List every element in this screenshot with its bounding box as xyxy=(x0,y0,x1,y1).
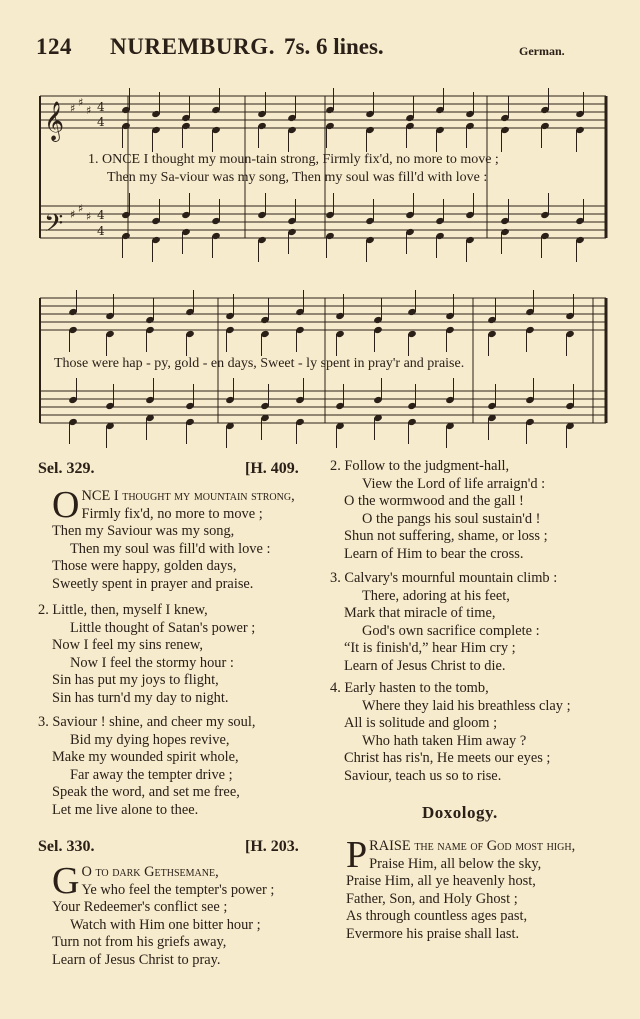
sel-329-stanza-3 xyxy=(38,714,323,819)
verse-line: 3. Calvary's mournful mountain climb : xyxy=(330,570,558,586)
verse-line: Sin has turn'd my day to night. xyxy=(52,689,229,706)
verse-line: Then my Saviour was my song, xyxy=(52,523,235,539)
sel-329-stanza-1 xyxy=(52,484,322,593)
verse-line: All is solitude and gloom ; xyxy=(344,715,498,731)
page-number: 124 xyxy=(36,34,72,59)
clef-glyph: ♯ xyxy=(86,210,92,223)
verse-line: Saviour, teach us so to rise. xyxy=(344,767,502,784)
sel-330-ref: [H. 203. xyxy=(245,838,299,855)
dropcap: G xyxy=(52,860,80,902)
verse-line: Bid my dying hopes revive, xyxy=(70,731,230,748)
lyrics-line-1: 1. ONCE I thought my moun-tain strong, Firmly fix'd, no more to move ; xyxy=(88,152,499,167)
verse-line: Speak the word, and set me free, xyxy=(52,784,240,800)
verse-line: God's own sacrifice complete : xyxy=(362,622,540,639)
verse-line: Let me live alone to thee. xyxy=(52,801,199,818)
doxology-title: Doxology. xyxy=(422,803,498,822)
verse-line: View the Lord of life arraign'd : xyxy=(362,475,546,492)
verse-line: Who hath taken Him away ? xyxy=(362,732,527,749)
verse-line: Watch with Him one bitter hour ; xyxy=(70,916,261,933)
sel-329-stanza-4-right xyxy=(330,680,630,785)
verse-line: NCE I thought my mountain strong, xyxy=(81,488,295,504)
verse-line: 2. Little, then, myself I knew, xyxy=(38,602,208,618)
sel-329-stanza-3-right xyxy=(330,570,630,675)
verse-line: O the wormwood and the gall ! xyxy=(344,493,524,509)
verse-line: There, adoring at his feet, xyxy=(362,587,510,604)
verse-line: 3. Saviour ! shine, and cheer my soul, xyxy=(38,714,256,730)
verse-line: O the pangs his soul sustain'd ! xyxy=(362,510,541,527)
clef-glyph: 𝄢 xyxy=(44,209,64,244)
verse-line: Shun not suffering, shame, or loss ; xyxy=(344,528,548,544)
lyrics-line-3: Those were hap - py, gold - en days, Sweet - ly spent in pray'r and praise. xyxy=(54,356,465,371)
verse-line: Father, Son, and Holy Ghost ; xyxy=(346,890,518,907)
clef-glyph: ♯ xyxy=(78,202,84,215)
verse-line: “It is finish'd,” hear Him cry ; xyxy=(344,640,516,656)
tune-origin: German. xyxy=(519,44,565,58)
sel-329-label: Sel. 329. xyxy=(38,460,95,477)
dropcap: P xyxy=(346,834,368,876)
clef-glyph: 4 xyxy=(97,208,105,222)
verse-line: Ye who feel the tempter's power ; xyxy=(81,881,275,898)
verse-line: Praise Him, all ye heavenly host, xyxy=(346,873,536,889)
tune-name: NUREMBURG. xyxy=(110,34,276,59)
verse-line: Learn of Jesus Christ to pray. xyxy=(52,951,221,968)
clef-glyph: ♯ xyxy=(78,96,84,109)
verse-line: Sweetly spent in prayer and praise. xyxy=(52,575,254,592)
verse-line: Far away the tempter drive ; xyxy=(70,766,233,783)
lyrics-line-2: Then my Sa-viour was my song, Then my soul was fill'd with love : xyxy=(107,170,488,185)
clef-glyph: 𝄞 xyxy=(44,101,65,141)
clef-glyph: 4 xyxy=(97,224,105,238)
verse-line: Little thought of Satan's power ; xyxy=(70,619,256,636)
verse-line: Turn not from his griefs away, xyxy=(52,934,227,950)
verse-line: Firmly fix'd, no more to move ; xyxy=(81,505,263,522)
verse-line: Where they laid his breathless clay ; xyxy=(362,697,571,714)
verse-line: Now I feel my sins renew, xyxy=(52,637,203,653)
sel-330-label: Sel. 330. xyxy=(38,838,95,855)
doxology-stanza xyxy=(346,834,626,943)
clef-glyph: ♯ xyxy=(70,208,76,221)
sel-329-stanza-2 xyxy=(38,602,323,707)
verse-line: Learn of Jesus Christ to die. xyxy=(344,657,506,674)
tune-meter: 7s. 6 lines. xyxy=(284,34,384,59)
verse-line: Those were happy, golden days, xyxy=(52,558,237,574)
verse-line: As through countless ages past, xyxy=(346,908,528,924)
sel-329-ref: [H. 409. xyxy=(245,460,299,477)
verse-line: Now I feel the stormy hour : xyxy=(70,654,234,671)
verse-line: 2. Follow to the judgment-hall, xyxy=(330,458,510,474)
verse-line: Evermore his praise shall last. xyxy=(346,925,520,942)
verse-line: Sin has put my joys to flight, xyxy=(52,672,219,688)
verse-line: RAISE the name of God most high, xyxy=(369,838,576,854)
sel-330-stanza-1 xyxy=(52,860,322,969)
music-score xyxy=(0,0,640,450)
verse-line: O to dark Gethsemane, xyxy=(81,864,219,880)
clef-glyph: 4 xyxy=(97,100,105,114)
dropcap: O xyxy=(52,484,80,526)
verse-line: Christ has ris'n, He meets our eyes ; xyxy=(344,750,551,766)
clef-glyph: ♯ xyxy=(86,104,92,117)
verse-line: Mark that miracle of time, xyxy=(344,605,496,621)
sel-329-stanza-2-right xyxy=(330,458,630,563)
clef-glyph: ♯ xyxy=(70,102,76,115)
verse-line: Your Redeemer's conflict see ; xyxy=(52,899,228,915)
verse-line: Learn of Him to bear the cross. xyxy=(344,545,524,562)
verse-line: Make my wounded spirit whole, xyxy=(52,749,239,765)
verse-line: 4. Early hasten to the tomb, xyxy=(330,680,489,696)
verse-line: Praise Him, all below the sky, xyxy=(369,855,542,872)
clef-glyph: 4 xyxy=(97,115,105,129)
verse-line: Then my soul was fill'd with love : xyxy=(70,540,271,557)
